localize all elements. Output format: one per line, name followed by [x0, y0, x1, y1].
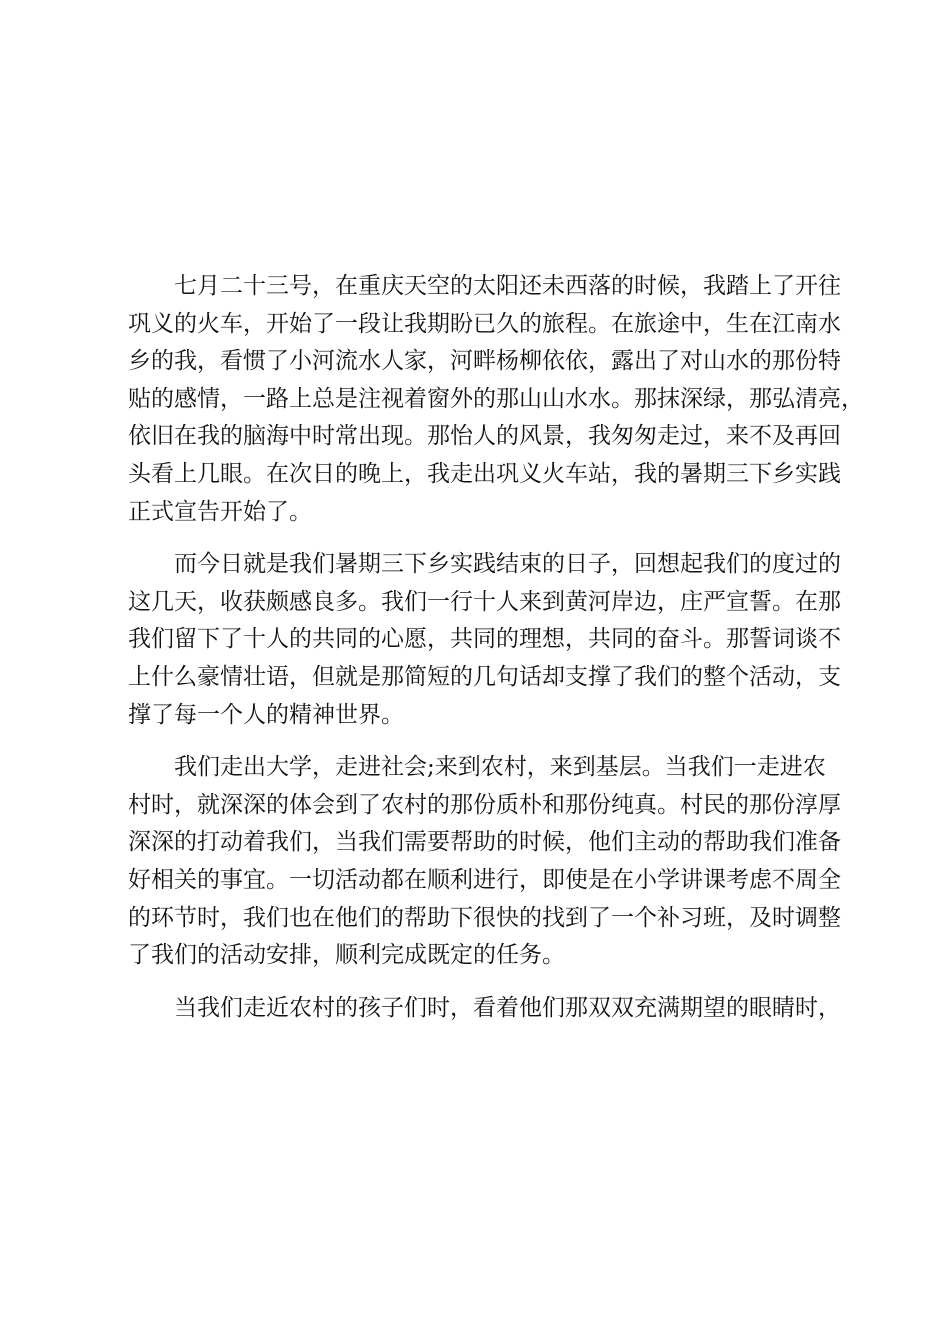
- paragraph-2: [128, 546, 841, 734]
- text-line: 了我们的活动安排，顺利完成既定的任务。: [128, 942, 565, 969]
- text-line: 乡的我，看惯了小河流水人家，河畔杨柳依依，露出了对山水的那份特: [128, 348, 841, 375]
- text-line: 而今日就是我们暑期三下乡实践结束的日子，回想起我们的度过的: [128, 551, 841, 578]
- paragraph-4: [128, 990, 841, 1028]
- paragraph-1: [128, 268, 864, 531]
- document-body: [128, 268, 864, 1042]
- text-line: 的环节时，我们也在他们的帮助下很快的找到了一个补习班，及时调整: [128, 904, 841, 931]
- text-line: 上什么豪情壮语，但就是那简短的几句话却支撑了我们的整个活动，支: [128, 663, 841, 690]
- text-line: 深深的打动着我们，当我们需要帮助的时候，他们主动的帮助我们准备: [128, 829, 841, 856]
- text-line: 这几天，收获颇感良多。我们一行十人来到黄河岸边，庄严宣誓。在那: [128, 588, 841, 615]
- text-line: 当我们走近农村的孩子们时，看着他们那双双充满期望的眼睛时，: [128, 994, 841, 1021]
- text-line: 贴的感情，一路上总是注视着窗外的那山山水水。那抹深绿，那弘清亮，: [128, 385, 864, 412]
- text-line: 村时，就深深的体会到了农村的那份质朴和那份纯真。村民的那份淳厚: [128, 791, 841, 818]
- paragraph-3: [128, 749, 841, 975]
- text-line: 我们走出大学，走进社会;来到农村，来到基层。当我们一走进农: [128, 754, 826, 781]
- text-line: 巩义的火车，开始了一段让我期盼已久的旅程。在旅途中，生在江南水: [128, 310, 841, 337]
- text-line: 好相关的事宜。一切活动都在顺利进行，即使是在小学讲课考虑不周全: [128, 866, 841, 893]
- text-line: 七月二十三号，在重庆天空的太阳还未西落的时候，我踏上了开往: [128, 273, 841, 299]
- text-line: 依旧在我的脑海中时常出现。那怡人的风景，我匆匆走过，来不及再回: [128, 423, 841, 450]
- text-line: 头看上几眼。在次日的晚上，我走出巩义火车站，我的暑期三下乡实践: [128, 460, 841, 487]
- text-line: 正式宣告开始了。: [128, 498, 312, 525]
- text-line: 我们留下了十人的共同的心愿，共同的理想，共同的奋斗。那誓词谈不: [128, 626, 841, 653]
- text-line: 撑了每一个人的精神世界。: [128, 701, 404, 728]
